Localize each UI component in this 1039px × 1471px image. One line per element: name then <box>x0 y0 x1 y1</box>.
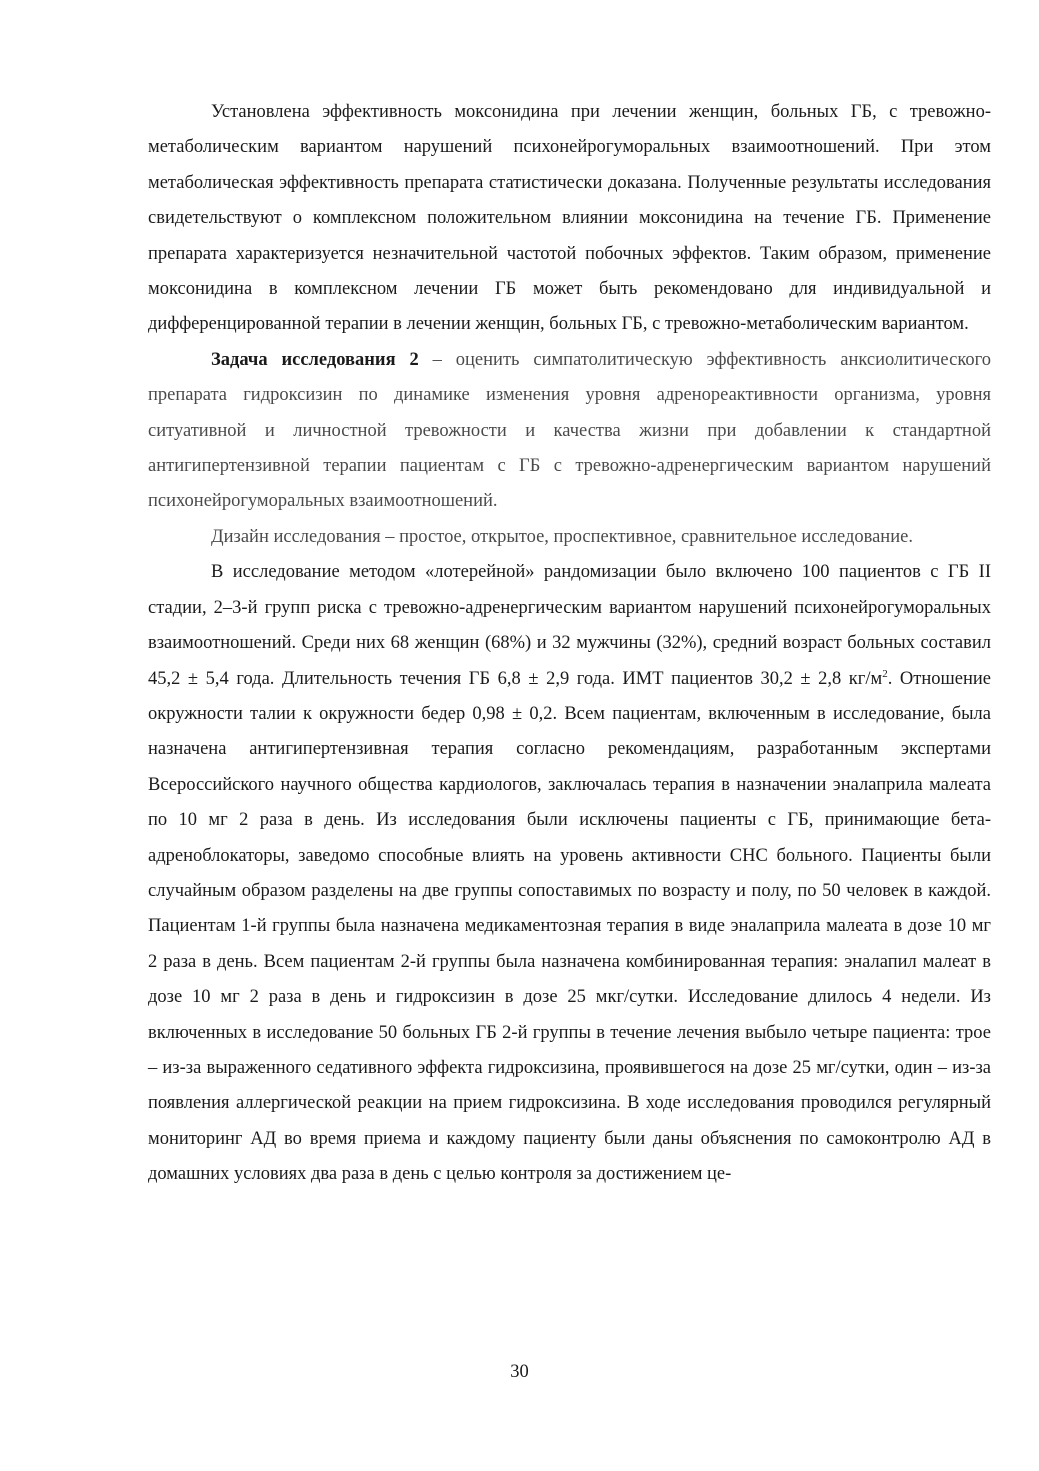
paragraph-study-design <box>148 520 991 555</box>
paragraph-text: Установлена эффективность моксонидина при лечении женщин, больных ГБ, с тревожно-метаболическим вариантом нарушений психонейрогуморальных взаимоотношений. При этом метаболическая эффективность препарата статистически доказана. Полученные результаты исследования свидетельствуют о комплексном положительном влиянии моксонидина на течение ГБ. Применение препарата характеризуется незначительной частотой побочных эффектов. Таким образом, применение моксонидина в комплексном лечении ГБ может быть рекомендовано для индивидуальной и дифференцированной терапии в лечении женщин, больных ГБ, с тревожно-метаболическим вариантом. <box>148 102 991 335</box>
body-text <box>148 95 991 1193</box>
paragraph-moxonidine-conclusion <box>148 95 991 343</box>
page-number: 30 <box>510 1362 529 1382</box>
paragraph-text-continued: . Отношение окружности талии к окружности бедер 0,98 ± 0,2. Всем пациентам, включенным в исследование, была назначена антигипертензивная терапия согласно рекомендациям, разработанным экспертами Всероссийского научного общества кардиологов, заключалась терапия в назначении эналаприла малеата по 10 мг 2 раза в день. Из исследования были исключены пациенты с ГБ, принимающие бета-адреноблокаторы, заведомо способные влиять на уровень активности СНС больного. Пациенты были случайным образом разделены на две группы сопоставимых по возрасту и полу, по 50 человек в каждой. Пациентам 1-й группы была назначена медикаментозная терапия в виде эналаприла малеата в дозе 10 мг 2 раза в день. Всем пациентам 2-й группы была назначена комбинированная терапия: эналапил малеат в дозе 10 мг 2 раза в день и гидроксизин в дозе 25 мкг/сутки. Исследование длилось 4 недели. Из включенных в исследование 50 больных ГБ 2-й группы в течение лечения выбыло четыре пациента: трое – из-за выраженного седативного эффекта гидроксизина, проявившегося на дозе 25 мг/сутки, один – из-за появления аллергической реакции на прием гидроксизина. В ходе исследования проводился регулярный мониторинг АД во время приема и каждому пациенту были даны объяснения по самоконтролю АД в домашних условиях два раза в день с целью контроля за достижением це- <box>148 668 991 1185</box>
task-heading: Задача исследования 2 <box>211 349 419 370</box>
paragraph-text: – оценить симпатолитическую эффективность анксиолитического препарата гидроксизин по динамике изменения уровня адренореактивности организма, уровня ситуативной и личностной тревожности и качества жизни при добавлении к стандартной антигипертензивной терапии пациентам с ГБ с тревожно-адренергическим вариантом нарушений психонейрогуморальных взаимоотношений. <box>148 349 991 512</box>
superscript: 2 <box>882 667 888 680</box>
paragraph-study-task-2 <box>148 343 991 520</box>
paragraph-study-methods <box>148 555 991 1192</box>
paragraph-text: В исследование методом «лотерейной» рандомизации было включено 100 пациентов с ГБ II стадии, 2–3-й групп риска с тревожно-адренергическим вариантом нарушений психонейрогуморальных взаимоотношений. Среди них 68 женщин (68%) и 32 мужчины (32%), средний возраст больных составил 45,2 ± 5,4 года. Длительность течения ГБ 6,8 ± 2,9 года. ИМТ пациентов 30,2 ± 2,8 кг/м <box>148 562 991 689</box>
paragraph-text: Дизайн исследования – простое, открытое, проспективное, сравнительное исследование. <box>211 526 913 547</box>
